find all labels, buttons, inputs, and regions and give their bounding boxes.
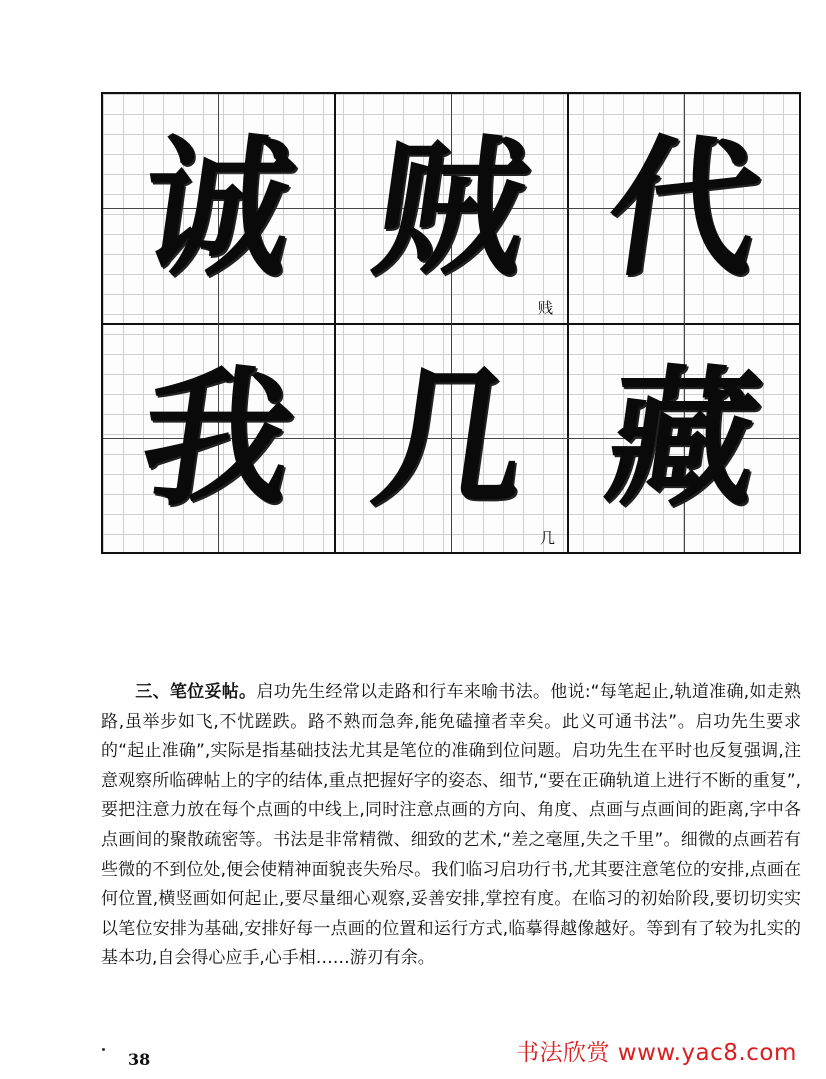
- calligraphy-character: 我: [131, 350, 306, 527]
- calligraphy-cell: [569, 325, 799, 552]
- article-paragraph: [101, 678, 801, 974]
- calligraphy-character: 贼: [364, 120, 539, 297]
- calligraphy-cell: [569, 94, 799, 323]
- page-number: 38: [128, 1050, 151, 1069]
- calligraphy-character: 藏: [596, 350, 772, 527]
- article-body: 启功先生经常以走路和行车来喻书法。他说:“每笔起止,轨道准确,如走熟路,虽举步如飞,不忧蹉跌。路不熟而急奔,能免磕撞者幸矣。此义可通书法”。启功先生要求的“起止准确”,实际是指基础技法尤其是笔位的准确到位问题。启功先生在平时也反复强调,注意观察所临碑帖上的字的结体,重点把握好字的姿态、细节,“要在正确轨道上进行不断的重复”,要把注意力放在每个点画的中线上,同时注意点画的方向、角度、点画与点画间的距离,字中各点画间的聚散疏密等。书法是非常精微、细致的艺术,“差之毫厘,失之千里”。细微的点画若有些微的不到位处,便会使精神面貌丧失殆尽。我们临习启功行书,尤其要注意笔位的安排,点画在何位置,横竖画如何起止,要尽量细心观察,妥善安排,掌控有度。在临习的初始阶段,要切切实实以笔位安排为基础,安排好每一点画的位置和运行方式,临摹得越像越好。等到有了较为扎实的基本功,自会得心应手,心手相……游刃有余。: [101, 682, 802, 969]
- calligraphy-grid: [101, 92, 801, 554]
- print-speck: [102, 1048, 105, 1051]
- calligraphy-character: 几: [364, 350, 539, 527]
- calligraphy-cell: [336, 94, 567, 323]
- calligraphy-cell: [103, 325, 334, 552]
- calligraphy-cell: [103, 94, 334, 323]
- calligraphy-cell: [336, 325, 567, 552]
- calligraphy-character: 诚: [131, 120, 306, 297]
- calligraphy-character: 代: [596, 120, 772, 297]
- site-watermark: 书法欣赏 www.yac8.com: [516, 1040, 797, 1066]
- annotation-note: 几: [540, 529, 556, 547]
- section-heading: 三、笔位妥帖。: [135, 682, 257, 702]
- annotation-note: 贱: [538, 299, 554, 317]
